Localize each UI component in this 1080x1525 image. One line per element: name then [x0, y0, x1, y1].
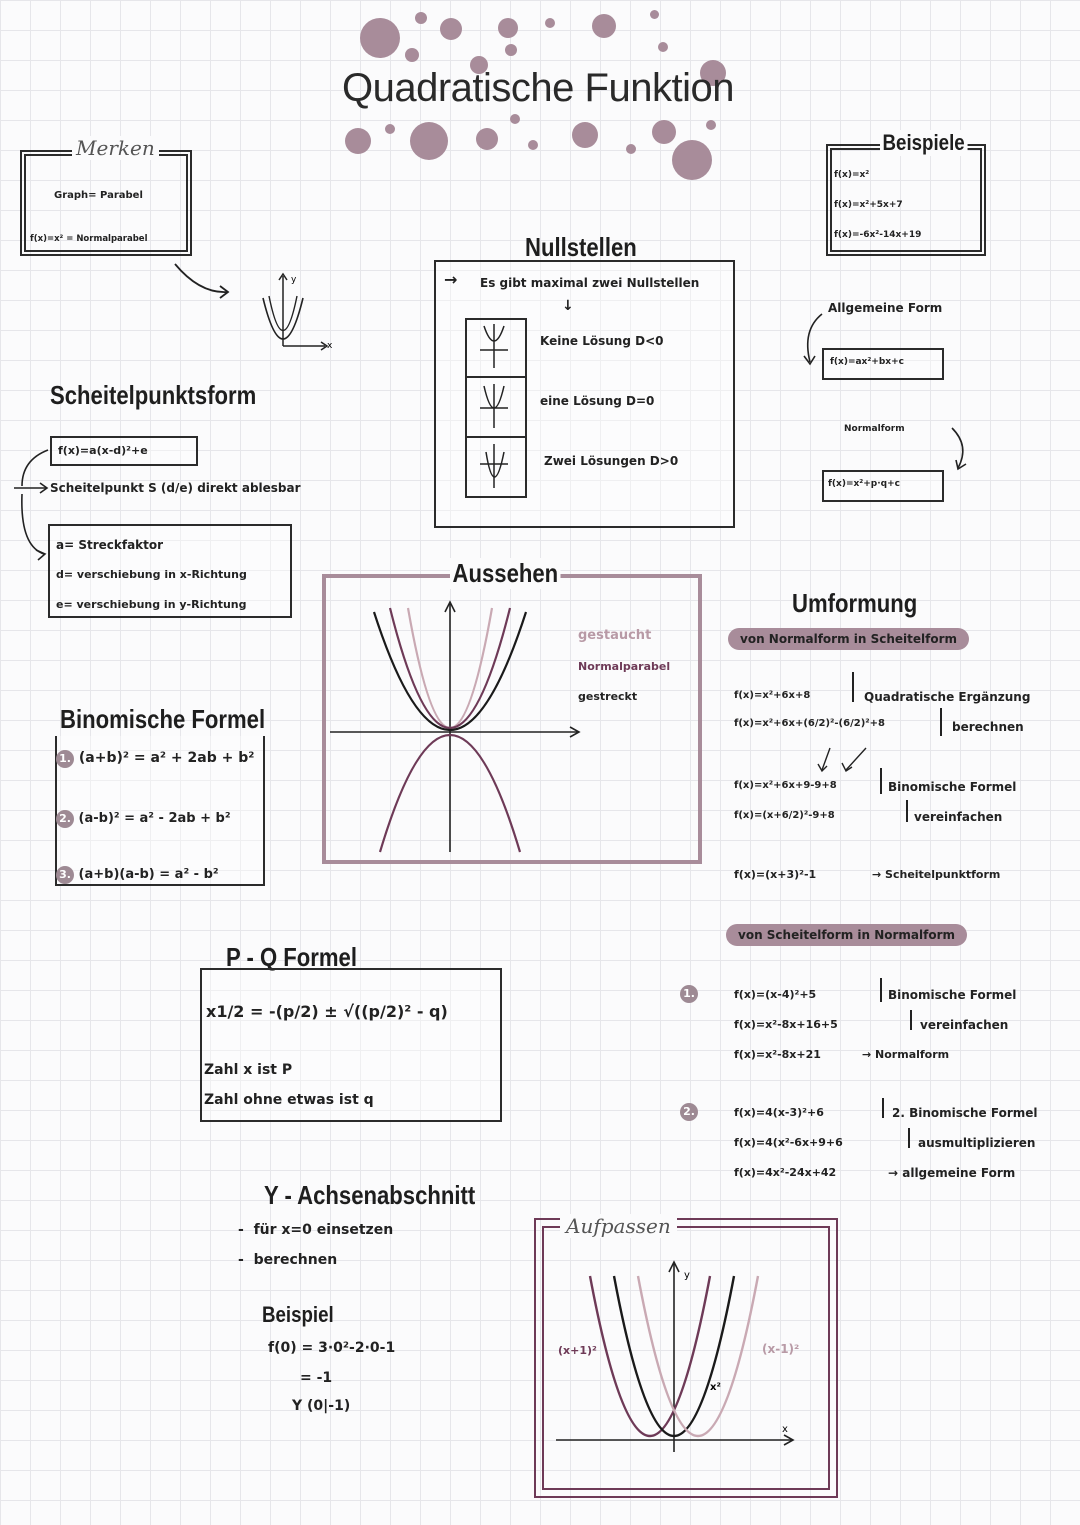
step1-eq-5: f(x)=(x+3)²-1	[734, 868, 817, 881]
pq-title: P - Q Formel	[226, 942, 357, 972]
param-e: e= verschiebung in y-Richtung	[56, 598, 247, 611]
pq-line-2: Zahl ohne etwas ist q	[204, 1092, 374, 1108]
small-parabola	[255, 270, 345, 360]
pq-line-1: Zahl x ist P	[204, 1062, 293, 1078]
aufpassen-axis-y: y	[684, 1270, 690, 1281]
param-d: d= verschiebung in x-Richtung	[56, 568, 247, 581]
arrow-down-icon: ↓	[562, 298, 574, 314]
ex2-note-2: ausmultiplizieren	[918, 1136, 1036, 1150]
beispiel-2: f(x)=x²+5x+7	[834, 200, 903, 210]
arrow-curved	[170, 258, 240, 302]
ex1-eq-3: f(x)=x²-8x+21	[734, 1048, 821, 1061]
merken-line-2: f(x)=x² = Normalparabel	[30, 234, 148, 244]
ex2-note-3: → allgemeine Form	[888, 1166, 1016, 1180]
umformung-title: Umformung	[792, 588, 918, 618]
yachse-title: Y - Achsenabschnitt	[264, 1180, 476, 1210]
binom-2: 2. (a-b)² = a² - 2ab + b²	[56, 810, 231, 828]
step1-eq-2: f(x)=x²+6x+(6/2)²-(6/2)²+8	[734, 718, 885, 729]
umformung-pill-1: von Normalform in Scheitelform	[728, 628, 969, 650]
ex1-eq-1: f(x)=(x-4)²+5	[734, 988, 817, 1001]
ex1-eq-2: f(x)=x²-8x+16+5	[734, 1018, 838, 1031]
small-axis-y: y	[291, 275, 297, 285]
scheitelpunktsform-note: Scheitelpunkt S (d/e) direkt ablesbar	[50, 481, 301, 495]
umformung-pill-2: von Scheitelform in Normalform	[726, 924, 967, 946]
aussehen-graph	[330, 598, 590, 854]
yachse-step-2: - berechnen	[238, 1252, 338, 1268]
curved-arrow-right	[946, 424, 976, 474]
step1-note-5: → Scheitelpunktform	[872, 868, 1001, 881]
nullstellen-case-3: Zwei Lösungen D>0	[544, 454, 679, 468]
aufpassen-right-label: (x-1)²	[762, 1342, 800, 1356]
yachse-beispiel-1: f(0) = 3·0²-2·0-1	[268, 1340, 396, 1356]
merken-label: Merken	[72, 136, 159, 160]
nullstellen-case-1: Keine Lösung D<0	[540, 334, 664, 348]
yachse-beispiel-3: Y (0|-1)	[292, 1398, 351, 1414]
arrow-right-icon: →	[444, 270, 458, 289]
step1-note-4: vereinfachen	[914, 810, 1003, 824]
step-arrows	[816, 746, 886, 776]
binom-1: 1. (a+b)² = a² + 2ab + b²	[56, 750, 254, 768]
ex2-eq-3: f(x)=4x²-24x+42	[734, 1166, 837, 1179]
example-1-number: 1.	[680, 985, 698, 1003]
small-axis-x: x	[327, 341, 333, 351]
ex2-note-1: 2. Binomische Formel	[892, 1106, 1038, 1120]
scheitelpunktsform-formula: f(x)=a(x-d)²+e	[58, 444, 148, 457]
allgemeine-form-label: Allgemeine Form	[828, 301, 943, 315]
param-a: a= Streckfaktor	[56, 538, 164, 552]
legend-gestaucht: gestaucht	[578, 628, 652, 643]
case-one-solution-icon	[476, 382, 512, 432]
step1-eq-1: f(x)=x²+6x+8	[734, 690, 811, 701]
yachse-beispiel-2: = -1	[300, 1370, 333, 1386]
beispiel-3: f(x)=-6x²-14x+19	[834, 230, 922, 240]
page-title: Quadratische Funktion	[342, 66, 734, 110]
nullstellen-title: Nullstellen	[525, 232, 637, 262]
example-2-number: 2.	[680, 1103, 698, 1121]
aufpassen-label: Aufpassen	[560, 1214, 677, 1238]
aufpassen-mid-label: x²	[710, 1382, 721, 1393]
step1-note-3: Binomische Formel	[888, 780, 1017, 794]
aufpassen-axis-x: x	[782, 1424, 788, 1435]
yachse-beispiel-title: Beispiel	[262, 1302, 334, 1327]
beispiele-title: Beispiele	[880, 130, 967, 156]
nullstellen-intro: Es gibt maximal zwei Nullstellen	[480, 276, 700, 290]
legend-gestreckt: gestreckt	[578, 690, 638, 703]
ex2-eq-2: f(x)=4(x²-6x+9+6	[734, 1136, 843, 1149]
normalform-label: Normalform	[844, 424, 905, 434]
ex2-eq-1: f(x)=4(x-3)²+6	[734, 1106, 824, 1119]
binom-3: 3. (a+b)(a-b) = a² - b²	[56, 866, 219, 884]
pq-formula: x1/2 = -(p/2) ± √((p/2)² - q)	[206, 1002, 448, 1021]
nullstellen-case-2: eine Lösung D=0	[540, 394, 655, 408]
scheitelpunktsform-title: Scheitelpunktsform	[50, 380, 257, 410]
aufpassen-left-label: (x+1)²	[558, 1344, 597, 1357]
aussehen-title: Aussehen	[450, 558, 561, 589]
ex1-note-1: Binomische Formel	[888, 988, 1017, 1002]
beispiel-1: f(x)=x²	[834, 170, 870, 180]
allgemeine-form-formula: f(x)=ax²+bx+c	[830, 357, 904, 367]
binomisch-title: Binomische Formel	[60, 704, 266, 734]
ex1-note-2: vereinfachen	[920, 1018, 1009, 1032]
step1-note-2: berechnen	[952, 720, 1024, 734]
case-no-solution-icon	[476, 322, 512, 372]
legend-normalparabel: Normalparabel	[578, 660, 671, 673]
merken-line-1: Graph= Parabel	[54, 190, 143, 201]
yachse-step-1: - für x=0 einsetzen	[238, 1222, 394, 1238]
bracket-arrows	[8, 446, 52, 566]
normalform-formula: f(x)=x²+p·q+c	[828, 479, 900, 489]
step1-eq-4: f(x)=(x+6/2)²-9+8	[734, 810, 835, 821]
case-two-solutions-icon	[476, 442, 512, 492]
step1-note-1: Quadratische Ergänzung	[864, 690, 1031, 704]
ex1-note-3: → Normalform	[862, 1048, 950, 1061]
step1-eq-3: f(x)=x²+6x+9-9+8	[734, 780, 837, 791]
